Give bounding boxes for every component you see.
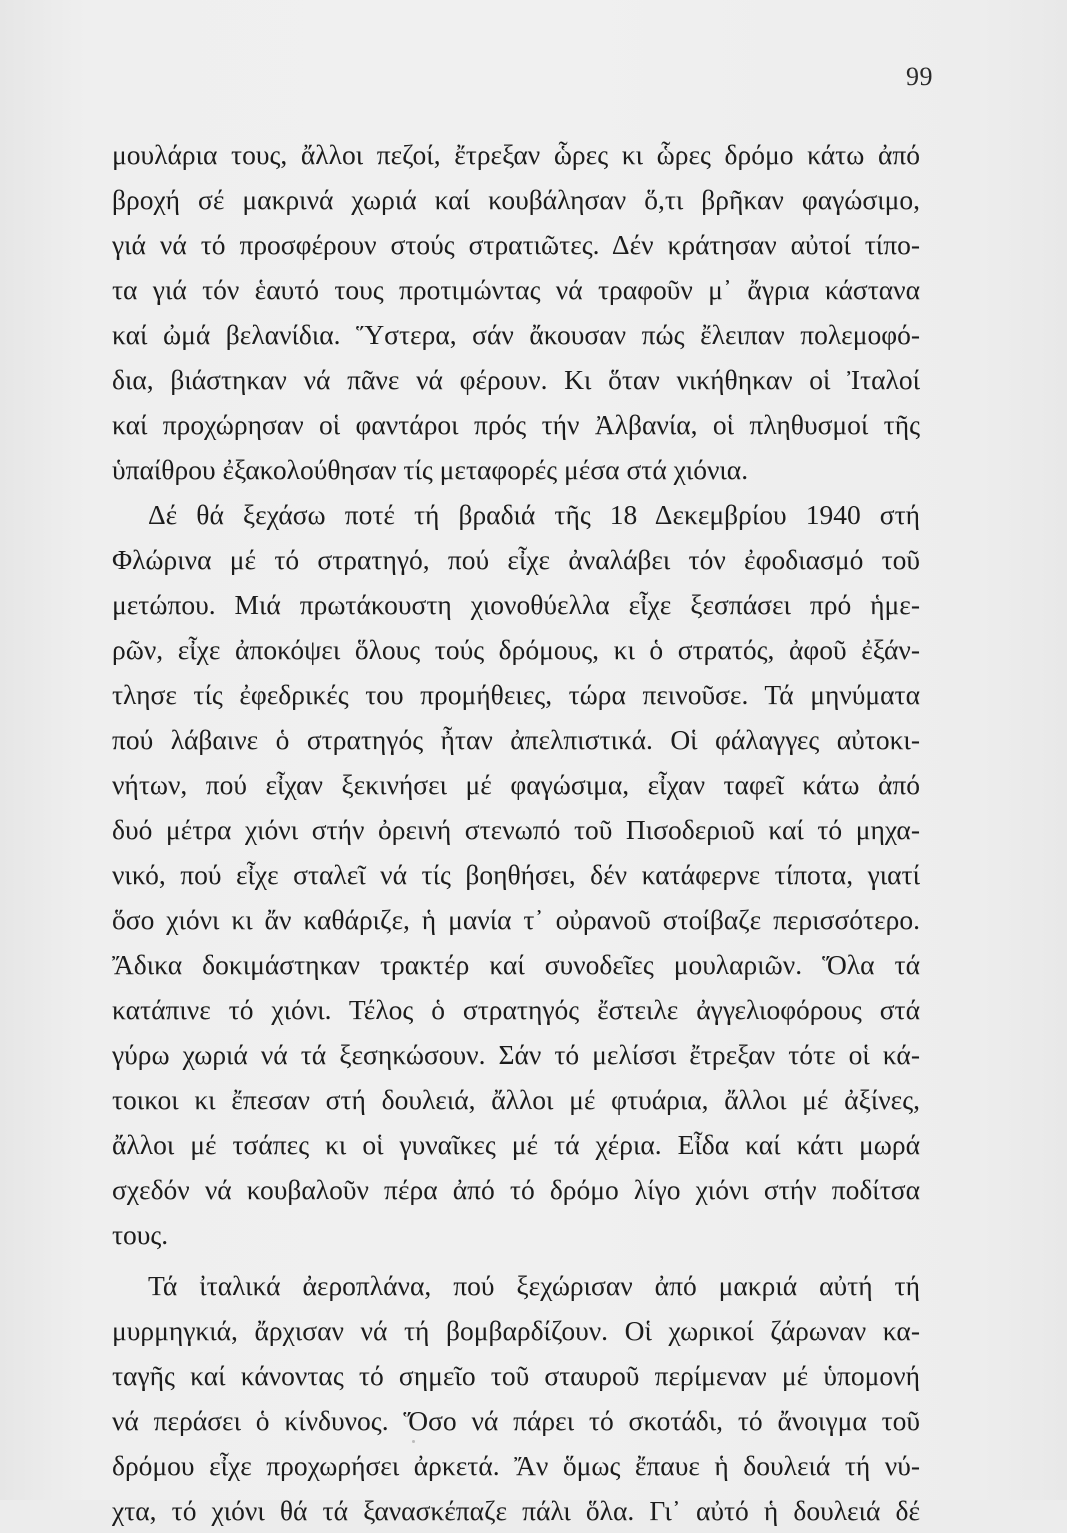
text-line: καί προχώρησαν οἱ φαντάροι πρός τήν Ἀλβανία, οἱ πληθυσμοί τῆς [112,409,920,440]
body-text [112,132,920,1533]
text-line: ταγῆς καί κάνοντας τό σημεῖο τοῦ σταυροῦ περίμεναν μέ ὑπομονή [112,1360,920,1391]
text-line: ἄλλοι μέ τσάπες κι οἱ γυναῖκες μέ τά χέρια. Εἶδα καί κάτι μωρά [112,1129,920,1160]
paragraph-2 [112,492,920,1257]
text-line: γιά νά τό προσφέρουν στούς στρατιῶτες. Δέν κράτησαν αὐτοί τίπο- [112,229,920,260]
text-line: τους. [112,1219,169,1250]
text-line: τοικοι κι ἔπεσαν στή δουλειά, ἄλλοι μέ φτυάρια, ἄλλοι μέ ἀξίνες, [112,1084,920,1115]
text-line: καί ὠμά βελανίδια. Ὕστερα, σάν ἄκουσαν πώς ἔλειπαν πολεμοφό- [112,319,920,350]
text-line: τλησε τίς ἐφεδρικές του προμήθειες, τώρα πεινοῦσε. Τά μηνύματα [112,679,920,710]
text-line: δυό μέτρα χιόνι στήν ὀρεινή στενωπό τοῦ Πισοδεριοῦ καί τό μηχα- [112,814,920,845]
text-line: γύρω χωριά νά τά ξεσηκώσουν. Σάν τό μελίσσι ἔτρεξαν τότε οἱ κά- [112,1039,920,1070]
text-line: σχεδόν νά κουβαλοῦν πέρα ἀπό τό δρόμο λίγο χιόνι στήν ποδίτσα [112,1174,920,1205]
paragraph-1 [112,132,920,492]
text-line: πού λάβαινε ὁ στρατηγός ἦταν ἀπελπιστικά. Οἱ φάλαγγες αὐτοκι- [112,724,920,755]
text-line: ὅσο χιόνι κι ἄν καθάριζε, ἡ μανία τ᾽ οὐρανοῦ στοίβαζε περισσότερο. [112,904,920,935]
page-number: 99 [906,62,933,91]
text-line: ὑπαίθρου ἐξακολούθησαν τίς μεταφορές μέσα στά χιόνια. [112,454,749,485]
text-line: βροχή σέ μακρινά χωριά καί κουβάλησαν ὅ,τι βρῆκαν φαγώσιμο, [112,184,920,215]
text-line: Φλώρινα μέ τό στρατηγό, πού εἶχε ἀναλάβει τόν ἐφοδιασμό τοῦ [112,544,920,575]
text-line: μουλάρια τους, ἄλλοι πεζοί, ἔτρεξαν ὧρες κι ὧρες δρόμο κάτω ἀπό [112,139,920,170]
text-line: Δέ θά ξεχάσω ποτέ τή βραδιά τῆς 18 Δεκεμβρίου 1940 στή [148,499,920,530]
text-line: δια, βιάστηκαν νά πᾶνε νά φέρουν. Κι ὅταν νικήθηκαν οἱ Ἰταλοί [112,364,920,395]
text-line: νικό, πού εἶχε σταλεῖ νά τίς βοηθήσει, δέν κατάφερνε τίποτα, γιατί [112,859,920,890]
text-line: Τά ἰταλικά ἀεροπλάνα, πού ξεχώρισαν ἀπό μακριά αὐτή τή [148,1270,920,1301]
text-line: μετώπου. Μιά πρωτάκουστη χιονοθύελλα εἶχε ξεσπάσει πρό ἡμε- [112,589,920,620]
text-line: ρῶν, εἶχε ἀποκόψει ὅλους τούς δρόμους, κι ὁ στρατός, ἀφοῦ ἐξάν- [112,634,920,665]
text-line: δρόμου εἶχε προχωρήσει ἀρκετά. Ἄν ὅμως ἔπαυε ἡ δουλειά τή νύ- [112,1450,920,1481]
text-line: τα γιά τόν ἑαυτό τους προτιμώντας νά τραφοῦν μ᾽ ἄγρια κάστανα [112,274,920,305]
text-line: νά περάσει ὁ κίνδυνος. Ὅσο νά πάρει τό σκοτάδι, τό ἄνοιγμα τοῦ [112,1405,920,1436]
text-line: Ἄδικα δοκιμάστηκαν τρακτέρ καί συνοδεῖες μουλαριῶν. Ὅλα τά [112,949,920,980]
text-line: κατάπινε τό χιόνι. Τέλος ὁ στρατηγός ἔστειλε ἀγγελιοφόρους στά [112,994,920,1025]
text-line: νήτων, πού εἶχαν ξεκινήσει μέ φαγώσιμα, εἶχαν ταφεῖ κάτω ἀπό [112,769,920,800]
paper-speck [412,1440,415,1443]
text-line: μυρμηγκιά, ἄρχισαν νά τή βομβαρδίζουν. Οἱ χωρικοί ζάρωναν κα- [112,1315,920,1346]
text-line: χτα, τό χιόνι θά τά ξανασκέπαζε πάλι ὅλα. Γι᾽ αὐτό ἡ δουλειά δέ [112,1495,920,1526]
paragraph-3 [112,1263,920,1533]
